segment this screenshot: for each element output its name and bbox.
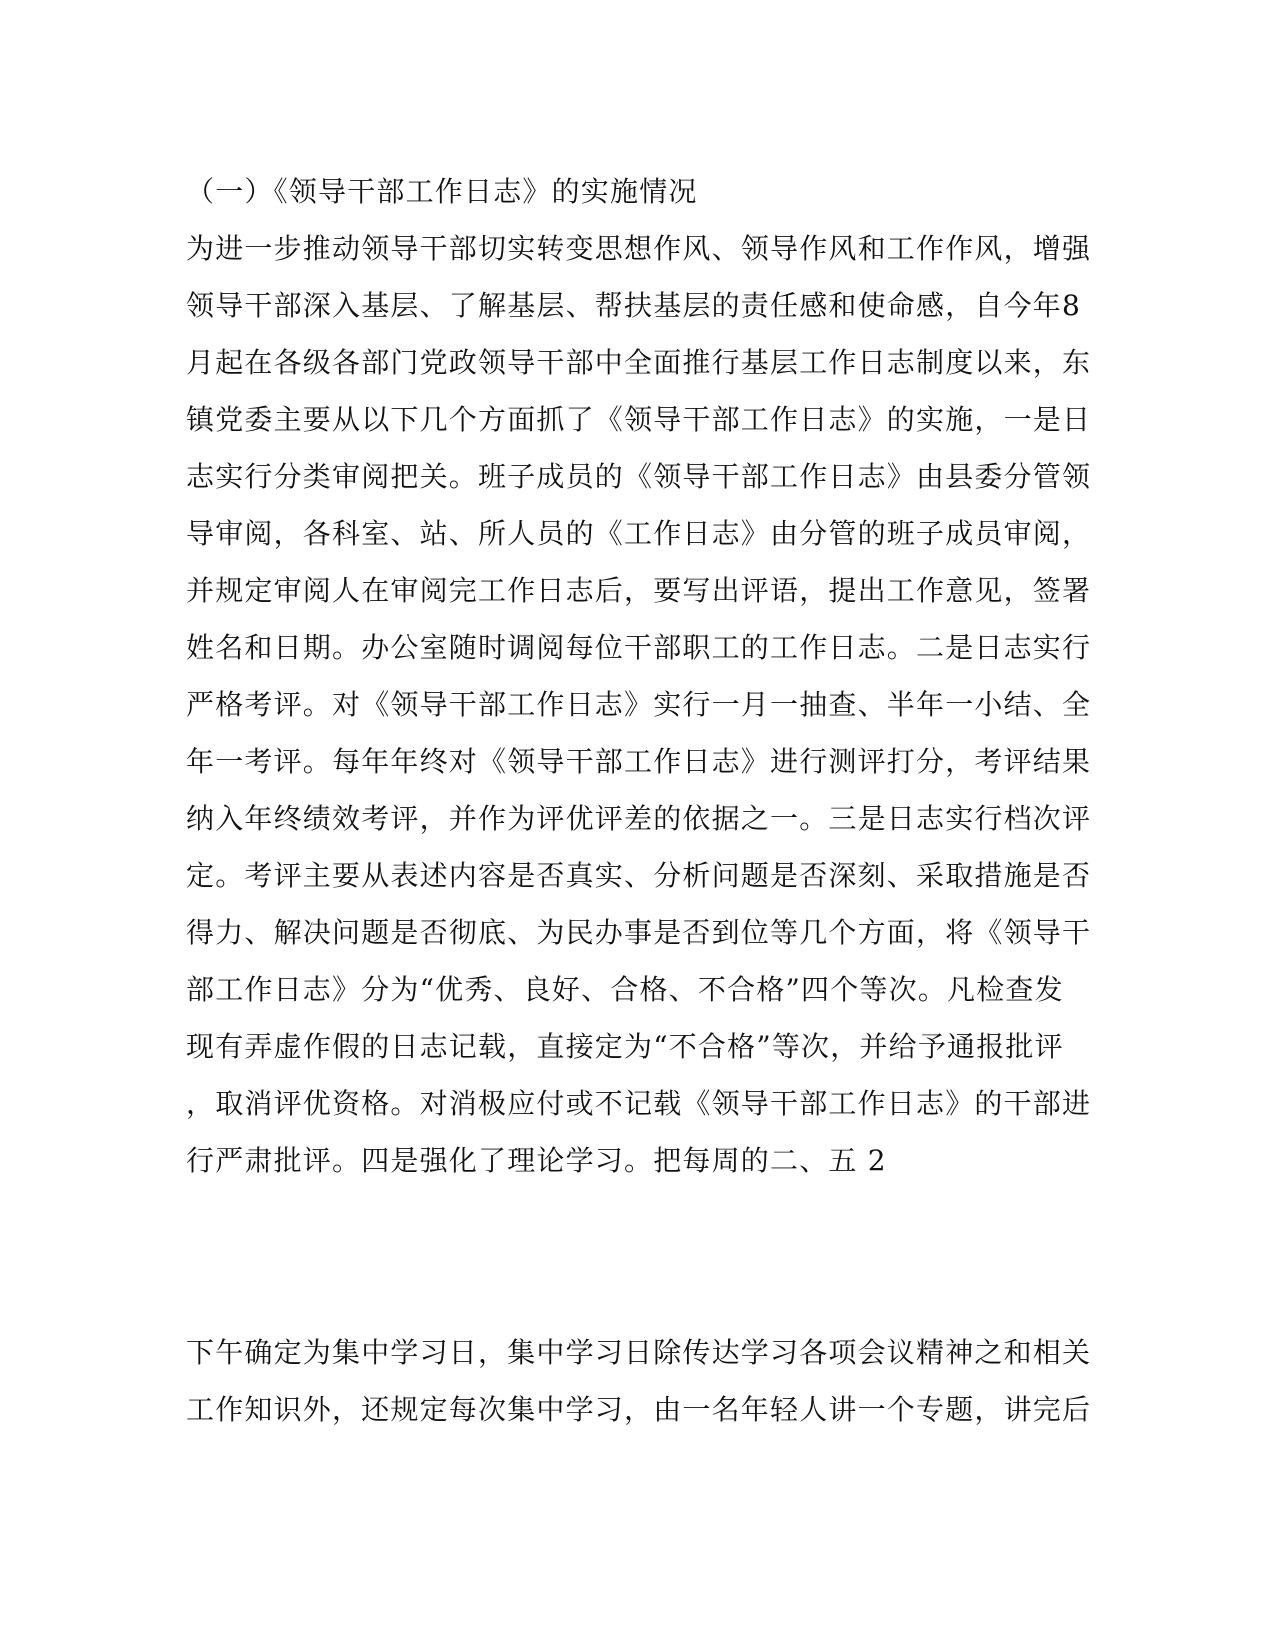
paragraph-line: 年一考评。每年年终对《领导干部工作日志》进行测评打分，考评结果 (186, 745, 1092, 778)
paragraph-line: ，取消评优资格。对消极应付或不记载《领导干部工作日志》的干部进 (186, 1087, 1092, 1120)
paragraph-line: 工作知识外，还规定每次集中学习，由一名年轻人讲一个专题，讲完后 (186, 1393, 1092, 1426)
paragraph-line: 月起在各级各部门党政领导干部中全面推行基层工作日志制度以来，东 (186, 346, 1092, 379)
paragraph-line: 镇党委主要从以下几个方面抓了《领导干部工作日志》的实施，一是日 (186, 403, 1092, 436)
section-heading: （一）《领导干部工作日志》的实施情况 (186, 175, 698, 208)
paragraph-line: 导审阅，各科室、站、所人员的《工作日志》由分管的班子成员审阅， (186, 517, 1092, 550)
paragraph-line: 志实行分类审阅把关。班子成员的《领导干部工作日志》由县委分管领 (186, 460, 1092, 493)
paragraph-line: 纳入年终绩效考评，并作为评优评差的依据之一。三是日志实行档次评 (186, 802, 1092, 835)
paragraph-line: 定。考评主要从表述内容是否真实、分析问题是否深刻、采取措施是否 (186, 859, 1092, 892)
paragraph-line: 为进一步推动领导干部切实转变思想作风、领导作风和工作作风，增强 (186, 232, 1092, 265)
paragraph-line: 部工作日志》分为“优秀、良好、合格、不合格”四个等次。凡检查发 (186, 973, 1064, 1006)
paragraph-line: 姓名和日期。办公室随时调阅每位干部职工的工作日志。二是日志实行 (186, 631, 1092, 664)
paragraph-line: 行严肃批评。四是强化了理论学习。把每周的二、五 2 (186, 1144, 887, 1177)
paragraph-line: 严格考评。对《领导干部工作日志》实行一月一抽查、半年一小结、全 (186, 688, 1092, 721)
paragraph-line: 得力、解决问题是否彻底、为民办事是否到位等几个方面，将《领导干 (186, 916, 1092, 949)
paragraph-line: 现有弄虚作假的日志记载，直接定为“不合格”等次，并给予通报批评 (186, 1030, 1064, 1063)
text-block-continuation (186, 1324, 1096, 1438)
text-block-main (186, 163, 1096, 1189)
paragraph-line: 下午确定为集中学习日，集中学习日除传达学习各项会议精神之和相关 (186, 1336, 1092, 1369)
paragraph-line: 并规定审阅人在审阅完工作日志后，要写出评语，提出工作意见，签署 (186, 574, 1092, 607)
paragraph-line: 领导干部深入基层、了解基层、帮扶基层的责任感和使命感，自今年8 (186, 289, 1082, 322)
